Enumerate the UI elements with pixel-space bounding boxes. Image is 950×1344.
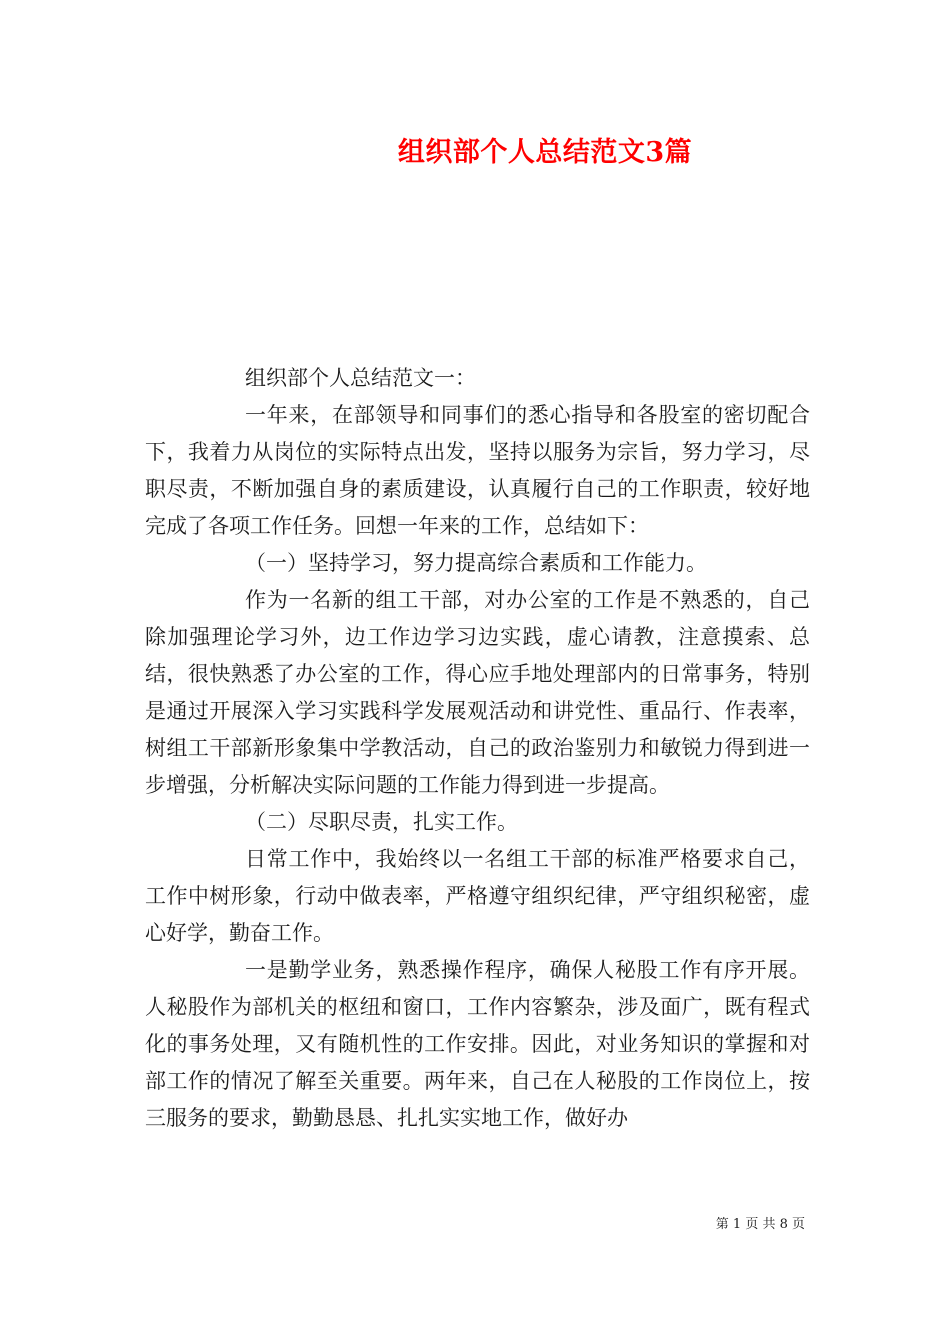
paragraph-intro: 一年来，在部领导和同事们的悉心指导和各股室的密切配合下，我着力从岗位的实际特点出发，坚持以服务为宗旨，努力学习，尽职尽责，不断加强自身的素质建设，认真履行自己的工作职责，较好地完成了各项工作任务。回想一年来的工作，总结如下： <box>145 403 810 538</box>
page-number-footer: 第 1 页 共 8 页 <box>715 1217 805 1232</box>
paragraph-section-two-heading: （二）尽职尽责，扎实工作。 <box>245 810 518 834</box>
paragraph-heading-one: 组织部个人总结范文一： <box>245 366 476 390</box>
document-body <box>145 360 810 1137</box>
paragraph-section-two-body: 日常工作中，我始终以一名组工干部的标准严格要求自己，工作中树形象，行动中做表率，严格遵守组织纪律，严守组织秘密，虚心好学，勤奋工作。 <box>145 847 810 945</box>
paragraph-section-one-body: 作为一名新的组工干部，对办公室的工作是不熟悉的，自己除加强理论学习外，边工作边学习边实践，虚心请教，注意摸索、总结，很快熟悉了办公室的工作，得心应手地处理部内的日常事务，特别是通过开展深入学习实践科学发展观活动和讲党性、重品行、作表率，树组工干部新形象集中学教活动，自己的政治鉴别力和敏锐力得到进一步增强，分析解决实际问题的工作能力得到进一步提高。 <box>145 588 810 797</box>
paragraph-point-one: 一是勤学业务，熟悉操作程序，确保人秘股工作有序开展。人秘股作为部机关的枢纽和窗口，工作内容繁杂，涉及面广，既有程式化的事务处理，又有随机性的工作安排。因此，对业务知识的掌握和对部工作的情况了解至关重要。两年来，自己在人秘股的工作岗位上，按三服务的要求，勤勤恳恳、扎扎实实地工作，做好办 <box>145 958 810 1130</box>
paragraph-section-one-heading: （一）坚持学习，努力提高综合素质和工作能力。 <box>245 551 707 575</box>
document-title: 组织部个人总结范文3篇 <box>397 137 693 168</box>
